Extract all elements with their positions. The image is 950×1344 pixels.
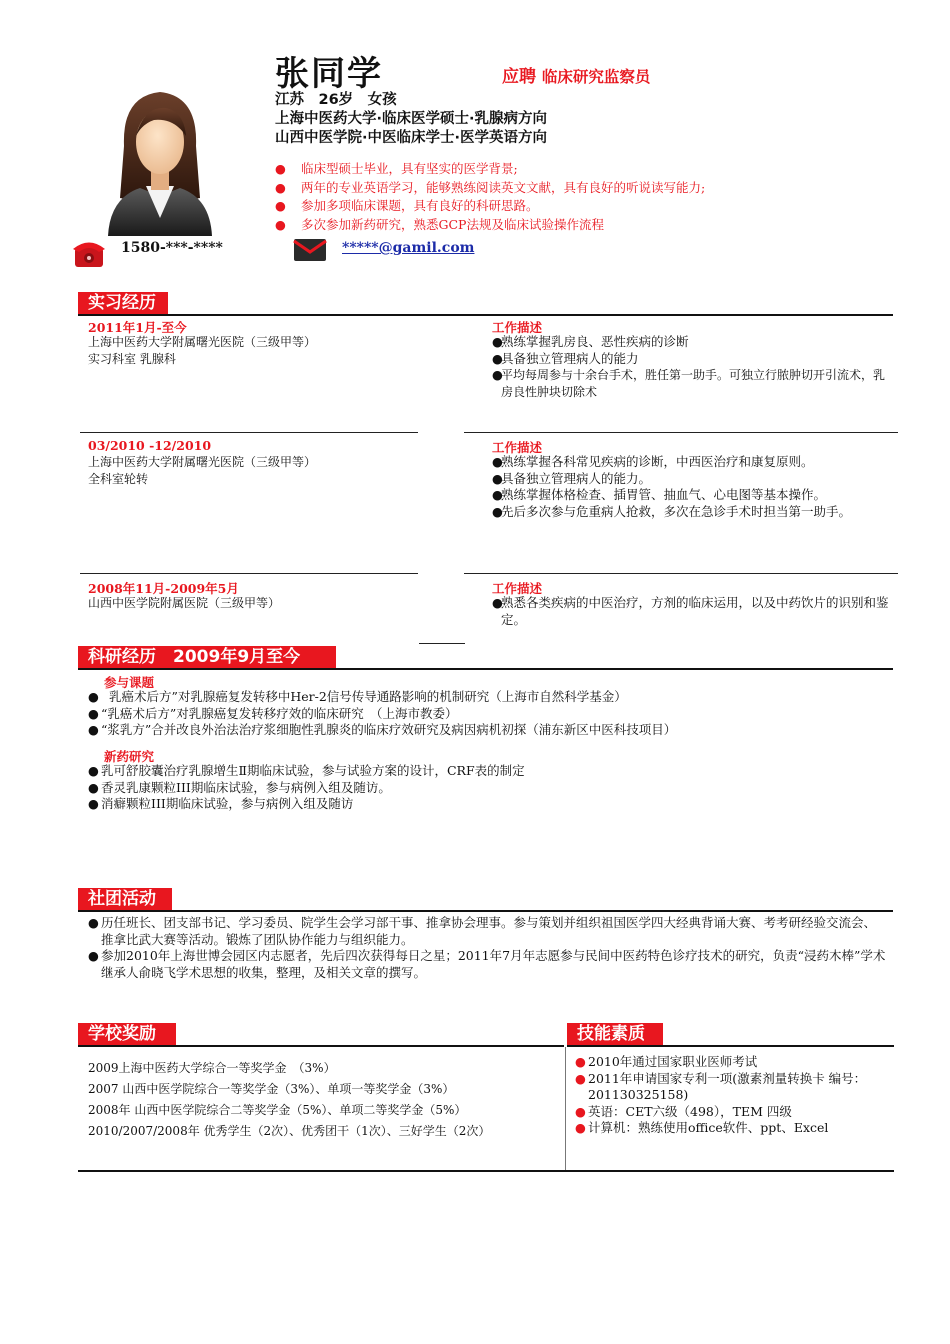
bullet-icon: ● bbox=[492, 470, 503, 486]
list-item bbox=[492, 487, 892, 504]
bullet-icon: ● bbox=[88, 779, 99, 795]
list-item bbox=[492, 471, 892, 488]
section-title: 科研经历 2009年9月至今 bbox=[78, 646, 336, 668]
list-item: 2010/2007/2008年 优秀学生（2次）、优秀团干（1次）、三好学生（2次） bbox=[88, 1124, 491, 1138]
bullet-icon: ● bbox=[575, 1120, 586, 1135]
divider bbox=[80, 432, 418, 433]
bullet-icon: ● bbox=[575, 1103, 586, 1119]
bullet-icon: ● bbox=[275, 216, 286, 232]
highlight-item bbox=[275, 179, 795, 198]
list-item bbox=[492, 367, 892, 400]
bullet-icon: ● bbox=[275, 179, 286, 195]
bullet-icon: ● bbox=[575, 1054, 586, 1069]
entry-org: 上海中医药大学附属曙光医院（三级甲等） bbox=[88, 335, 317, 349]
list-item bbox=[492, 504, 892, 521]
section-awards bbox=[78, 1023, 564, 1045]
list-item bbox=[88, 796, 888, 813]
section-title: 实习经历 bbox=[78, 292, 168, 314]
apply-label: 应聘 bbox=[502, 67, 536, 87]
bottom-rule bbox=[78, 1170, 894, 1172]
bullet-icon: ● bbox=[492, 595, 503, 610]
item-text: 计算机：熟练使用office软件、ppt、Excel bbox=[588, 1120, 829, 1135]
divider bbox=[80, 573, 418, 574]
work-desc-list bbox=[492, 595, 892, 628]
drugs-label: 新药研究 bbox=[104, 749, 155, 764]
item-text: 具备独立管理病人的能力。 bbox=[501, 470, 652, 486]
section-activities bbox=[78, 888, 893, 910]
list-item bbox=[575, 1071, 887, 1104]
item-text: 熟悉各类疾病的中医治疗，方剂的临床运用，以及中药饮片的识别和鉴定。 bbox=[501, 595, 889, 627]
highlight-item bbox=[275, 197, 795, 216]
item-text: 乳癌术后方”对乳腺癌复发转移中Her-2信号传导通路影响的机制研究（上海市自然科学基金） bbox=[101, 689, 627, 704]
section-title: 学校奖励 bbox=[78, 1023, 176, 1045]
item-text: 2011年申请国家专利一项(激素剂量转换卡 编号：201130325158) bbox=[588, 1070, 867, 1102]
female-avatar-icon bbox=[104, 86, 216, 236]
item-text: 香灵乳康颗粒III期临床试验，参与病例入组及随访。 bbox=[101, 779, 391, 795]
divider bbox=[464, 573, 898, 574]
list-item bbox=[575, 1120, 887, 1137]
highlights-list bbox=[275, 160, 795, 234]
master-degree-line: 上海中医药大学·临床医学硕士·乳腺病方向 bbox=[275, 111, 548, 127]
bullet-icon: ● bbox=[275, 198, 286, 213]
email-link[interactable]: *****@gamil.com bbox=[342, 240, 475, 256]
avatar bbox=[104, 86, 216, 236]
bullet-icon: ● bbox=[575, 1070, 586, 1086]
entry-org: 上海中医药大学附属曙光医院（三级甲等） bbox=[88, 455, 317, 469]
bullet-icon: ● bbox=[88, 763, 99, 778]
highlight-text: 多次参加新药研究，熟悉GCP法规及临床试验操作流程 bbox=[301, 216, 604, 232]
entry-date: 2011年1月-至今 bbox=[88, 320, 187, 335]
candidate-name: 张同学 bbox=[275, 54, 383, 94]
item-text: 熟练掌握体格检查、插胃管、抽血气、心电图等基本操作。 bbox=[501, 487, 827, 502]
work-desc-label: 工作描述 bbox=[492, 320, 543, 335]
divider bbox=[419, 643, 465, 644]
basic-info-line: 江苏 26岁 女孩 bbox=[275, 92, 397, 108]
work-desc-list bbox=[492, 454, 892, 520]
list-item bbox=[88, 689, 888, 706]
highlight-text: 参加多项临床课题，具有良好的科研思路。 bbox=[301, 198, 539, 213]
bullet-icon: ● bbox=[492, 454, 503, 469]
bullet-icon: ● bbox=[88, 915, 99, 930]
list-item bbox=[88, 706, 888, 723]
list-item bbox=[492, 334, 892, 351]
section-skills bbox=[567, 1023, 894, 1045]
item-text: 平均每周参与十余台手术，胜任第一助手。可独立行脓肿切开引流术，乳房良性肿块切除术 bbox=[501, 368, 886, 399]
applied-position bbox=[502, 62, 650, 87]
item-text: “乳癌术后方”对乳腺癌复发转移疗效的临床研究 （上海市教委） bbox=[101, 705, 458, 721]
list-item bbox=[88, 722, 888, 739]
list-item: 2007 山西中医学院综合一等奖学金（3%）、单项一等奖学金（3%） bbox=[88, 1082, 455, 1096]
list-item bbox=[88, 763, 888, 780]
section-internship bbox=[78, 292, 893, 314]
highlight-item bbox=[275, 216, 795, 235]
bullet-icon: ● bbox=[492, 350, 503, 366]
list-item bbox=[88, 948, 888, 981]
bullet-icon: ● bbox=[492, 334, 503, 349]
item-text: 具备独立管理病人的能力 bbox=[501, 350, 639, 366]
entry-dept: 全科室轮转 bbox=[88, 472, 149, 486]
position-title: 临床研究监察员 bbox=[541, 68, 651, 86]
item-text: 英语：CET六级（498），TEM 四级 bbox=[588, 1103, 792, 1119]
bullet-icon: ● bbox=[88, 722, 99, 737]
activities-list bbox=[88, 915, 888, 981]
list-item bbox=[575, 1054, 887, 1071]
phone-number: 1580-***-**** bbox=[121, 240, 223, 256]
item-text: 熟练掌握各科常见疾病的诊断，中西医治疗和康复原则。 bbox=[501, 454, 814, 469]
entry-date: 03/2010 -12/2010 bbox=[88, 438, 212, 453]
work-desc-label: 工作描述 bbox=[492, 581, 543, 596]
bullet-icon: ● bbox=[88, 689, 99, 704]
work-desc-label: 工作描述 bbox=[492, 440, 543, 455]
item-text: 参加2010年上海世博会园区内志愿者，先后四次获得每日之星；2011年7月年志愿参与民间中医药特色诊疗技术的研究，负责“浸药木棒”学术继承人俞晓飞学术思想的收集，整理，及相关文章的撰写。 bbox=[101, 948, 886, 980]
highlight-text: 两年的专业英语学习，能够熟练阅读英文文献，具有良好的听说读写能力; bbox=[301, 179, 706, 195]
projects-list bbox=[88, 689, 888, 739]
bullet-icon: ● bbox=[88, 796, 99, 811]
bachelor-degree-line: 山西中医学院·中医临床学士·医学英语方向 bbox=[275, 130, 548, 146]
bullet-icon: ● bbox=[88, 948, 99, 963]
item-text: “浆乳方”合并改良外治法治疗浆细胞性乳腺炎的临床疗效研究及病因病机初探（浦东新区中医科技项目） bbox=[101, 722, 677, 737]
divider bbox=[464, 432, 898, 433]
item-text: 2010年通过国家职业医师考试 bbox=[588, 1054, 758, 1069]
entry-date: 2008年11月-2009年5月 bbox=[88, 581, 239, 596]
awards-list bbox=[88, 1058, 558, 1142]
section-research bbox=[78, 646, 893, 668]
list-item bbox=[492, 454, 892, 471]
item-text: 熟练掌握乳房良、恶性疾病的诊断 bbox=[501, 334, 689, 349]
list-item: 2009上海中医药大学综合一等奖学金 （3%） bbox=[88, 1061, 336, 1075]
work-desc-list bbox=[492, 334, 892, 400]
item-text: 消癖颗粒III期临床试验，参与病例入组及随访 bbox=[101, 796, 354, 811]
item-text: 先后多次参与危重病人抢救，多次在急诊手术时担当第一助手。 bbox=[501, 503, 852, 519]
list-item bbox=[492, 595, 892, 628]
skills-list bbox=[575, 1054, 887, 1137]
bullet-icon: ● bbox=[492, 503, 503, 519]
item-text: 历任班长、团支部书记、学习委员、院学生会学习部干事、推拿协会理事。参与策划并组织祖国医学四大经典背诵大赛、考考研经验交流会、推拿比武大赛等活动。锻炼了团队协作能力与组织能力。 bbox=[101, 915, 877, 947]
section-title: 社团活动 bbox=[78, 888, 172, 910]
bullet-icon: ● bbox=[492, 367, 503, 382]
bullet-icon: ● bbox=[88, 705, 99, 721]
entry-dept: 实习科室 乳腺科 bbox=[88, 352, 176, 366]
item-text: 乳可舒胶囊治疗乳腺增生Ⅱ期临床试验，参与试验方案的设计，CRF表的制定 bbox=[101, 763, 525, 778]
entry-org: 山西中医学院附属医院（三级甲等） bbox=[88, 596, 281, 610]
drugs-list bbox=[88, 763, 888, 813]
list-item bbox=[88, 780, 888, 797]
column-divider bbox=[565, 1047, 566, 1172]
bullet-icon: ● bbox=[275, 161, 286, 176]
list-item bbox=[492, 351, 892, 368]
list-item bbox=[575, 1104, 887, 1121]
highlight-text: 临床型硕士毕业，具有坚实的医学背景; bbox=[301, 161, 518, 176]
envelope-icon bbox=[293, 238, 327, 262]
highlight-item bbox=[275, 160, 795, 179]
section-title: 技能素质 bbox=[567, 1023, 663, 1045]
projects-label: 参与课题 bbox=[104, 675, 155, 690]
bullet-icon: ● bbox=[492, 487, 503, 502]
telephone-icon bbox=[72, 238, 106, 268]
list-item bbox=[88, 915, 888, 948]
list-item: 2008年 山西中医学院综合二等奖学金（5%）、单项二等奖学金（5%） bbox=[88, 1103, 467, 1117]
